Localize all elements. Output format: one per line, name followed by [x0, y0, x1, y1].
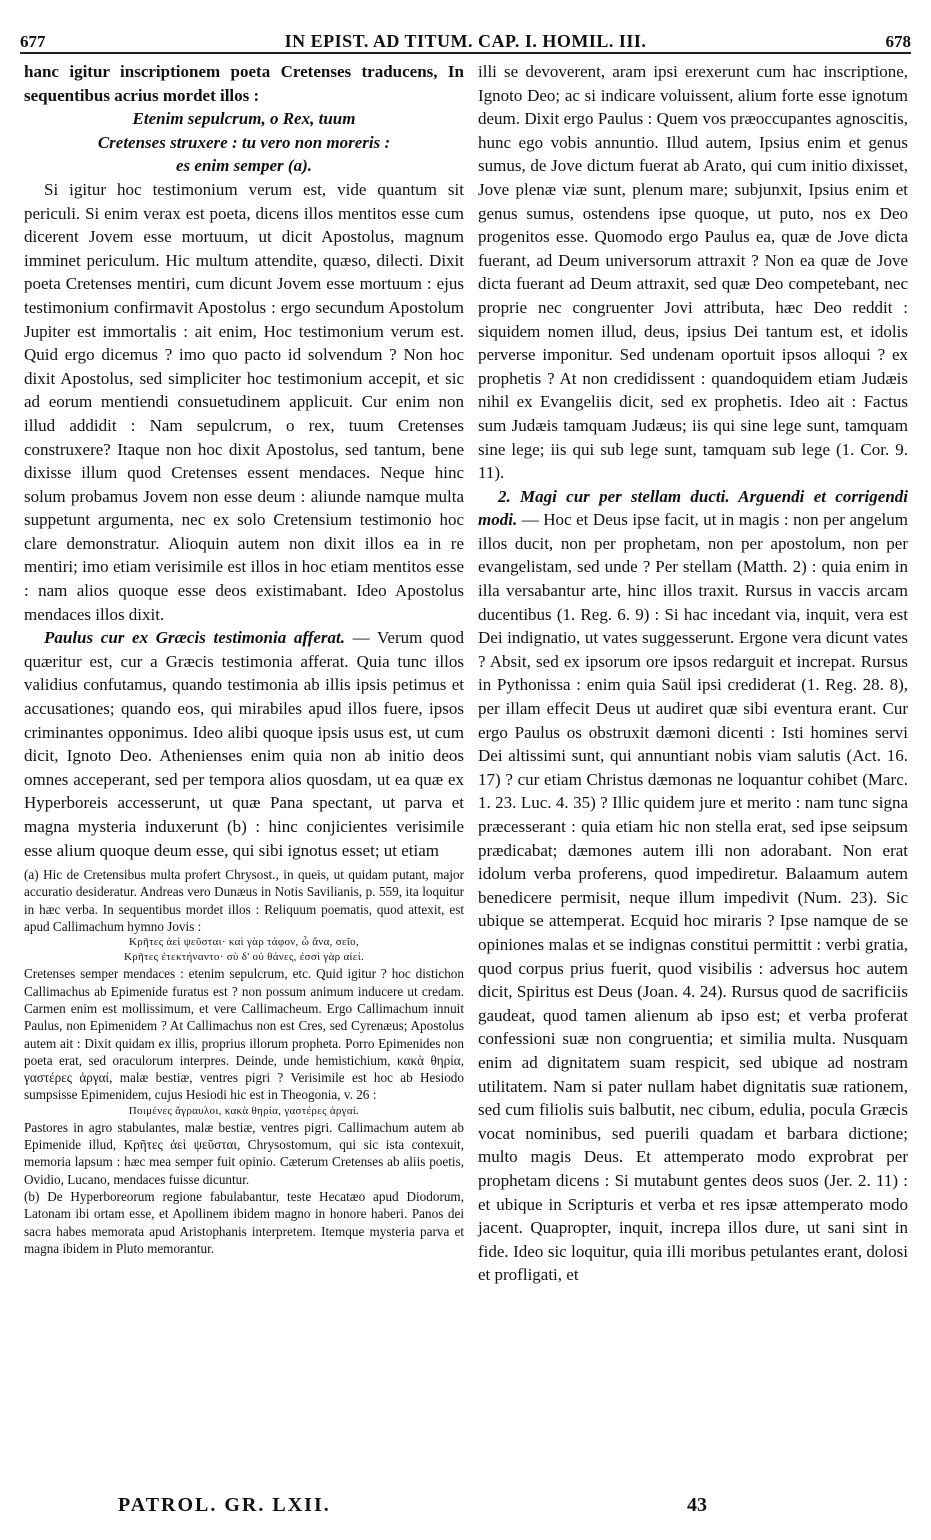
paragraph: Si igitur hoc testimonium verum est, vide quantum sit periculi. Si enim verax est poeta, dicens illos mentitos esse cum dicerent Jovem esse mortuum, ut dicit Apostolus, magnum imminet periculum. Hic multum attendite, quæso, dilecti. Dixit poeta Cretenses mentiri, cum dicunt Jovem esse mortuum : ejus testimonium confirmavit Apostolus : ergo secundum Apostolum Jupiter est immortalis : ait enim, Hoc testimonium verum est. Quid ergo dicemus ? imo quo pacto id solvendum ? Non hoc dixit Apostolus, sed simpliciter hoc testimonium accepit, et sic ad eorum mentiendi consuetudinem applicuit. Cur enim non illud addidit : Nam sepulcrum, o rex, tuum Cretenses construxere? Itaque non hoc dixit Apostolus, sed tantum, bene dixisse illum quod Cretenses essent mendaces. Neque hinc solum probamus Jovem non esse deum : aliunde namque multa suppetunt argumenta, nec ex solo Cretensium testimonio hoc clare demonstratur. Alioquin autem non dixit illos ea in re mentiri; imo etiam verisimile est illos in hoc etiam mentitos esse : nam alios quoque esse deos existimabant. Ideo Apostolus mendaces illos dixit.: [24, 179, 464, 624]
footnotes: [24, 866, 464, 1257]
page-number-left: 677: [20, 32, 46, 51]
sheet-number: 43: [687, 1493, 707, 1516]
series-signature: PATROL. GR. LXII.: [118, 1493, 331, 1516]
paragraph: hanc igitur inscriptionem poeta Cretenses traducens, In sequentibus acrius mordet illos :: [24, 62, 464, 105]
poem-line: es enim semper (a).: [176, 156, 312, 176]
poem-line: Etenim sepulcrum, o Rex, tuum: [132, 109, 356, 129]
running-title: IN EPIST. AD TITUM. CAP. I. HOMIL. III.: [284, 31, 647, 51]
right-column: [478, 60, 908, 1287]
greek-quote: Ποιμένες ἄγραυλοι, κακὰ θηρία, γαστέρες ἀργαί.: [128, 1104, 360, 1117]
page-footer: [24, 1490, 907, 1520]
paragraph-text: — Verum quod quæritur est, cur a Græcis testimonia afferat. Quia tunc illos validius confutamus, quando testimonia ab illis ipsis petimus et accusationes; quando eos, qui mirabiles apud illos fuere, ipsos criminantes opponimus. Ideo alibi quoque ipsis usus est, ut cum dicit, Ignoto Deo. Athenienses enim quia non ab initio deos omnes acceperant, sed per tempora alios quosdam, ut ea quæ ex Hyperboreis accesserunt, ut quæ Pana spectant, ut parva et magna mysteria induxerunt (b) : hinc conjicientes verisimile esse alium quoque deum esse, qui sibi ignotus esset; ut etiam: [24, 628, 464, 860]
footnote: (b) De Hyperboreorum regione fabulabantur, teste Hecatæo apud Diodorum, Latonam ibi ortam esse, et Apollinem ibidem magno in honore haberi. Panos dei sacra habes memorata apud Aristophanis interpretem. Itemque mysteria parva et magna ibidem in Pluto memorantur.: [24, 1188, 464, 1256]
footnote: (a) Hic de Cretensibus multa profert Chrysost., in queis, ut quidam putant, major accuratio desideratur. Andreas vero Dunæus in Notis Savilianis, p. 559, ita loquitur in hæc verba. In sequentibus mordet illos : Reliquum poematis, quod attexit, est apud Callimachum hymno Jovis :: [24, 867, 464, 935]
section-heading: 2. Magi cur per stellam ducti. Arguendi et corrigendi modi.: [478, 486, 908, 530]
poem-line: Cretenses struxere : tu vero non moreris :: [97, 132, 391, 152]
section-heading: Paulus cur ex Græcis testimonia afferat.: [44, 628, 346, 648]
paragraph: [24, 626, 464, 862]
paragraph: [478, 485, 908, 1287]
page-number-right: 678: [885, 32, 911, 51]
footnote: Cretenses semper mendaces : etenim sepulcrum, etc. Quid igitur ? hoc distichon Callimachus ab Epimenide furatus est ? non possum animum inducere ut credam. Carmen enim est mollissimum, et vere Callimacheum. Ergo Callimachum innuit Paulus, non Epimenidem ? At Callimachus non est Cres, sed Cyrenæus; Apostolus autem ait : Dixit quidam ex illis, proprius illorum propheta. Porro Epimenides non poeta erat, sed oraculorum interpres. Deinde, unde hemistichium, κακὰ θηρία, γαστέρες ἀργαί, malæ bestiæ, ventres pigri ? Verisimile est hoc ab Hesiodo sumpsisse Epimenidem, cujus Hesiodi hic est in Theogonia, v. 26 :: [24, 966, 464, 1103]
paragraph-text: — Hoc et Deus ipse facit, ut in magis : non per angelum illos ducit, non per prophetam, non per apostolum, non per evangelistam, sed unde ? Per stellam (Matth. 2) : quia enim in illa versabantur arte, hinc illos traxit. Rursus in vaccis arcam ducentibus (1. Reg. 6. 9) : Si hac incedant via, inquit, vera est Dei indignatio, ut vates suggesserunt. Ergone vera dicunt vates ? Absit, sed ex ipsorum ore ipsos redarguit et increpat. Rursus in Pythonissa : enim quia Saül ipsi crediderat (1. Reg. 28. 8), per illam effecit Deus ut audiret quæ sibi eventura erant. Cur ergo Paulus os obstruxit dæmoni dicenti : Isti homines servi Dei altissimi sunt, qui annuntiant nobis viam salutis (Act. 16. 17) ? cur etiam Christus dæmonas ne loquantur cohibet (Marc. 1. 23. Luc. 4. 35) ? Illic quidem jure et merito : nam tunc signa præcesserant : quia etiam hic non stella erat, sed ipse seipsum prædicabat; dæmones autem illi non adorabant. Non erat idolum verba proferens, quod impediretur. Balaamum autem benedicere permisit, neque illum impedivit (Num. 23). Sic ubique se attemperat. Ecquid hoc miraris ? Ipse namque de se opiniones malas et se indignas constitui permittit : verbi gratia, quod corpus prius fuerit, quod visibilis : adversus hoc autem dicit, Spiritus est Deus (Joan. 4. 24). Rursus quod de sacrificiis gaudeat, quod tamen alienum ab ipso est; et verba proferat confessioni suæ non congruentia; et similia multa. Nusquam enim ad dignitatem suam respicit, sed ubique ad nostram utilitatem. Nam si pater nullam habet dignitatis suæ rationem, sed cum filiolis suis balbutit, nec cibum, edulia, pocula Græcis vocat nominibus, sed puerili quadam et barbara dictione; multo magis Deus. Et attemperato modo exprobrat per prophetam dicens : Si mutabunt gentes deos suos (Jer. 2. 11) : et ubique in Scripturis et verba et res ipsæ attemperato modo jacent. Quapropter, inquit, increpa illos dure, ut sani sint in fide. Ideo sic loquitur, quia illi moribus petulantes erant, dolosi et profligati, et: [478, 510, 908, 1285]
greek-quote: Κρῆτες ἀεὶ ψεῦσται· καὶ γὰρ τάφον, ὦ ἄνα, σεῖο,: [129, 936, 359, 949]
running-header: [20, 28, 911, 54]
footnote: Pastores in agro stabulantes, malæ bestiæ, ventres pigri. Callimachum autem ab Epimenide illud, Κρῆτες ἀεὶ ψεῦσται, Chrysostomum, qui sic ista contexuit, memoria lapsum : hæc mea semper fuit opinio. Cæterum Cretenses ab aliis poetis, Ovidio, Lucano, mendaces fuisse dicuntur.: [24, 1119, 464, 1187]
left-column: [24, 60, 464, 1257]
paragraph: illi se devoverent, aram ipsi erexerunt cum hac inscriptione, Ignoto Deo; ac si indicare voluissent, alium forte esse ignotum deum. Dixit ergo Paulus : Quem vos præoccupantes agnoscitis, hunc ego vobis annuntio. Illud autem, Ipsius enim et genus sumus, de Jove dictum fuerat ab Arato, qui cum initio dixisset, Jove plenæ viæ sunt, plenum mare; subjunxit, Ipsius enim et genus sumus, ostendens ipse quoque, ut puto, nos ex Deo progenitos esse. Quomodo ergo Paulus ea, quæ de Jove dicta fuerant, ad Deum universorum attraxit ? Non ea quæ de Jove dicta fuerant ad Deum attraxit, sed quæ Deo competebant, nec proprie nec congruenter Jovi attributa, hæc Deo reddit : siquidem nomen illud, deus, ipsius Dei tantum est, et idolis perverse imponitur. Sed undenam oportuit ipsos alloqui ? ex prophetis ? At non credidissent : quandoquidem etiam Judæis nihil ex Evangeliis dicit, sed ex prophetis. Ideo ait : Factus sum Judæis tamquam Judæus; iis qui sine lege sunt, tamquam sine lege; iis qui sub lege sunt, tamquam sub lege (1. Cor. 9. 11).: [478, 62, 908, 483]
greek-quote: Κρῆτες ἐτεκτήναντο· σὺ δ' οὐ θάνες, ἐσσὶ γὰρ αἰεί.: [123, 951, 365, 964]
poem: [24, 107, 464, 178]
